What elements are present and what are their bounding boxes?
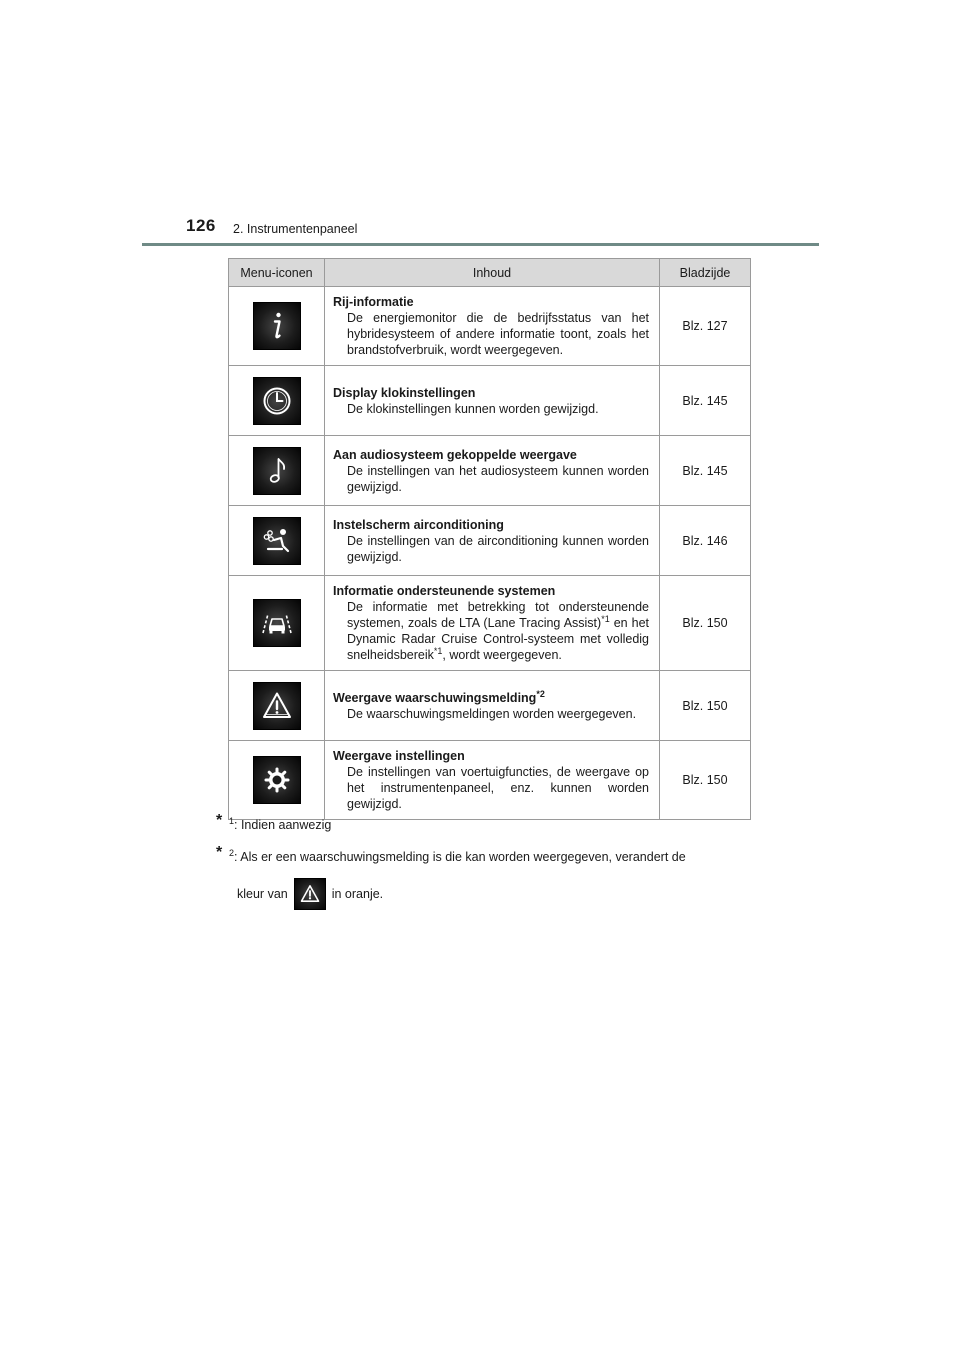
- table-row: [229, 287, 751, 366]
- footnote-ref: *2: [536, 688, 545, 699]
- table-row: [229, 576, 751, 671]
- footnote-ref: *1: [433, 645, 443, 656]
- air-conditioning-icon: [253, 517, 301, 565]
- menu-icons-table: [228, 258, 751, 820]
- page-reference: Blz. 145: [660, 366, 751, 436]
- page-reference: Blz. 150: [660, 741, 751, 820]
- row-title: Rij-informatie: [333, 295, 414, 309]
- page-number: 126: [186, 216, 216, 235]
- row-description: De instellingen van voertuigfuncties, de weergave op het instrumentenpaneel, enz. kunnen worden gewijzigd.: [347, 765, 649, 811]
- row-description: De energiemonitor die de bedrijfsstatus van het hybridesysteem of andere informatie toont, zoals het brandstofverbruik, wordt weergegeven.: [347, 311, 649, 357]
- table-row: [229, 366, 751, 436]
- warning-icon: [294, 878, 326, 910]
- page-reference: Blz. 150: [660, 576, 751, 671]
- row-description: De waarschuwingsmeldingen worden weergegeven.: [347, 706, 637, 721]
- row-description: De instellingen van het audiosysteem kunnen worden gewijzigd.: [347, 463, 649, 494]
- row-title: Weergave instellingen: [333, 749, 465, 763]
- warning-icon: [253, 682, 301, 730]
- footnote-2-continuation: kleur van in oranje.: [216, 878, 746, 910]
- clock-icon: [253, 377, 301, 425]
- footnote-2: * $^2$: Als er een waarschuwingsmelding is die kan worden weergegeven, verandert de: [216, 844, 686, 865]
- page-reference: Blz. 127: [660, 287, 751, 366]
- info-icon: [253, 302, 301, 350]
- table-header-row: [229, 259, 751, 287]
- column-header-page: Bladzijde: [660, 259, 751, 287]
- row-title: Weergave waarschuwingsmelding$^{*2}$: [333, 688, 545, 705]
- music-note-icon: [253, 447, 301, 495]
- row-title: Informatie ondersteunende systemen: [333, 584, 556, 598]
- page-reference: Blz. 150: [660, 671, 751, 741]
- page-header: [0, 0, 960, 250]
- footnote-ref: *1: [601, 613, 610, 624]
- row-title: Display klokinstellingen: [333, 385, 476, 400]
- page-reference: Blz. 145: [660, 436, 751, 506]
- footnote-1: * $^1$: Indien aanwezig: [216, 812, 332, 833]
- row-title: Instelscherm airconditioning: [333, 517, 504, 532]
- column-header-menu-icons: Menu-iconen: [229, 259, 325, 287]
- row-description: De instellingen van de airconditioning kunnen worden gewijzigd.: [347, 533, 649, 564]
- driving-assist-icon: [253, 599, 301, 647]
- row-description: De informatie met betrekking tot ondersteunende systemen, zoals de LTA (Lane Tracing Assist)$^{*1}$ en het Dynamic Radar Cruise Control-systeem met volledig snelheidsbereik$^{*1}$, wordt weergegeven.: [347, 600, 649, 662]
- section-title: 2. Instrumentenpaneel: [233, 222, 358, 236]
- page-reference: Blz. 146: [660, 506, 751, 576]
- table-row: [229, 671, 751, 741]
- row-title: Aan audiosysteem gekoppelde weergave: [333, 447, 577, 462]
- column-header-content: Inhoud: [325, 259, 660, 287]
- table-row: [229, 436, 751, 506]
- table-row: [229, 506, 751, 576]
- table-row: [229, 741, 751, 820]
- header-rule: [142, 243, 819, 246]
- settings-gear-icon: [253, 756, 301, 804]
- footnotes: [216, 812, 746, 910]
- row-description: De klokinstellingen kunnen worden gewijzigd.: [347, 401, 599, 416]
